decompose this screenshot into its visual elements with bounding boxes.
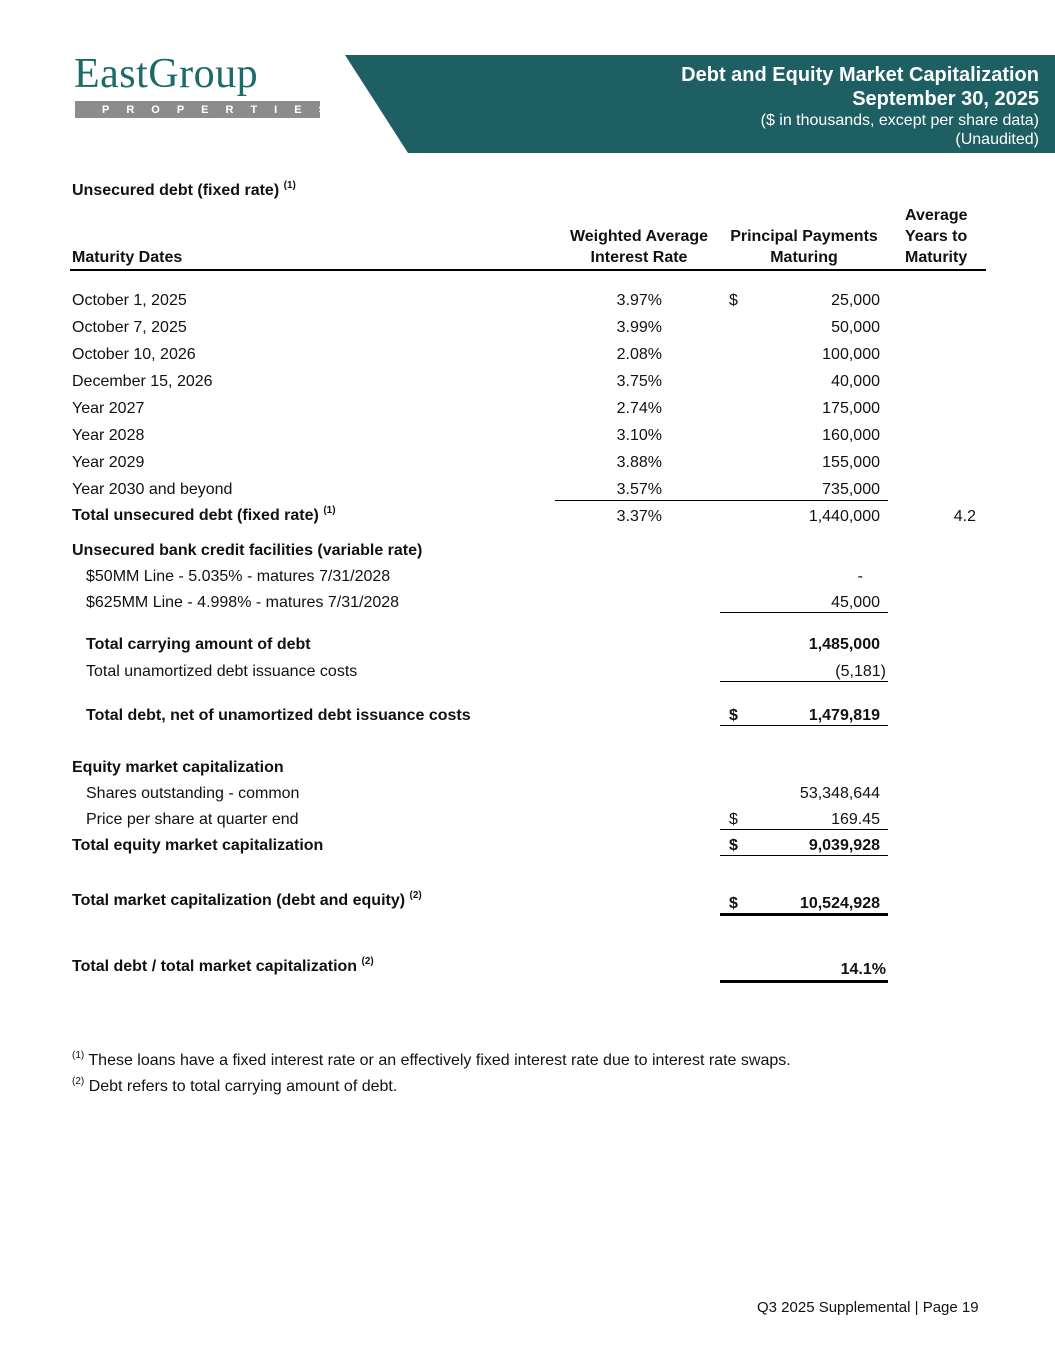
row-amount: 175,000 <box>822 400 880 417</box>
net-debt-rule <box>720 725 888 726</box>
row-date: Year 2030 and beyond <box>72 481 233 498</box>
row-date: October 10, 2026 <box>72 346 196 363</box>
footer-separator: | <box>914 1299 919 1316</box>
price-rule <box>720 829 888 830</box>
issuance-rule <box>720 681 888 682</box>
row-date: October 1, 2025 <box>72 292 187 309</box>
footnote-mark: (2) <box>72 1076 85 1087</box>
footnote-ref: (2) <box>409 890 422 901</box>
bank-line-amount: 45,000 <box>831 594 880 611</box>
report-title: Debt and Equity Market Capitalization <box>681 64 1039 86</box>
report-audit-status: (Unaudited) <box>955 131 1039 148</box>
total-equity-amount: 9,039,928 <box>808 837 880 854</box>
net-debt-label: Total debt, net of unamortized debt issuance costs <box>86 707 471 724</box>
total-carrying-amount: 1,485,000 <box>808 636 880 653</box>
row-date: Year 2028 <box>72 427 145 444</box>
col-header-years-l3: Maturity <box>905 249 968 266</box>
page-number: Page 19 <box>922 1299 979 1316</box>
equity-heading: Equity market capitalization <box>72 759 284 776</box>
net-debt-dollar: $ <box>729 707 738 724</box>
row-date: Year 2029 <box>72 454 145 471</box>
total-equity-label: Total equity market capitalization <box>72 837 324 854</box>
total-unsecured-text: Total unsecured debt (fixed rate) <box>72 507 319 524</box>
bank-line-label: $50MM Line - 5.035% - matures 7/31/2028 <box>86 568 391 585</box>
total-unsecured-label <box>72 506 336 526</box>
market-cap-double-rule <box>720 913 888 916</box>
price-dollar: $ <box>729 811 738 828</box>
footnote-text: These loans have a fixed interest rate or an effectively fixed interest rate due to interest rate swaps. <box>88 1052 791 1069</box>
debt-ratio-value: 14.1% <box>840 961 886 978</box>
header-title-block <box>399 63 1039 149</box>
footnote-mark: (1) <box>72 1050 85 1061</box>
equity-rule <box>720 855 888 856</box>
issuance-costs-label: Total unamortized debt issuance costs <box>86 663 358 680</box>
row-amount: 160,000 <box>822 427 880 444</box>
bank-line-amount: - <box>857 568 863 585</box>
row-date: October 7, 2025 <box>72 319 187 336</box>
row-amount: 40,000 <box>831 373 880 390</box>
logo-wordmark: EastGroup <box>74 51 259 97</box>
total-unsecured-amount: 1,440,000 <box>808 508 880 525</box>
row-rate: 2.08% <box>616 346 662 363</box>
price-amount: 169.45 <box>831 811 880 828</box>
price-label: Price per share at quarter end <box>86 811 299 828</box>
footnote-text: Debt refers to total carrying amount of debt. <box>88 1078 398 1095</box>
market-cap-dollar: $ <box>729 895 738 912</box>
shares-amount: 53,348,644 <box>799 785 880 802</box>
total-unsecured-rate: 3.37% <box>616 508 662 525</box>
bank-rule <box>720 612 888 613</box>
col-header-maturity: Maturity Dates <box>72 249 183 266</box>
col-header-rate-l1: Weighted Average <box>569 228 709 245</box>
row-date: Year 2027 <box>72 400 145 417</box>
col-header-years-l1: Average <box>905 207 968 224</box>
row-amount: 100,000 <box>822 346 880 363</box>
col-header-rate-l2: Interest Rate <box>590 249 688 266</box>
total-equity-dollar: $ <box>729 837 738 854</box>
report-units: ($ in thousands, except per share data) <box>760 112 1039 129</box>
footnote-ref: (2) <box>361 956 374 967</box>
row-rate: 2.74% <box>616 400 662 417</box>
unsecured-heading <box>72 181 296 201</box>
shares-label: Shares outstanding - common <box>86 785 300 802</box>
subtotal-rule <box>555 500 888 501</box>
row-rate: 3.10% <box>616 427 662 444</box>
market-cap-label <box>72 891 422 911</box>
col-header-years-l2: Years to <box>905 228 968 245</box>
issuance-costs-amount: (5,181) <box>835 663 886 680</box>
col-header-principal-l1: Principal Payments <box>730 228 878 245</box>
bank-heading: Unsecured bank credit facilities (variable rate) <box>72 542 423 559</box>
total-unsecured-years: 4.2 <box>953 508 976 525</box>
row-amount: 25,000 <box>831 292 880 309</box>
row-dollar: $ <box>729 292 738 309</box>
logo-subtitle-bar <box>75 101 343 118</box>
row-amount: 735,000 <box>822 481 880 498</box>
row-rate: 3.97% <box>616 292 662 309</box>
page-footer <box>757 1298 979 1318</box>
footnote-1 <box>72 1051 791 1071</box>
debt-ratio-text: Total debt / total market capitalization <box>72 958 358 975</box>
row-date: December 15, 2026 <box>72 373 213 390</box>
footer-label: Q3 2025 Supplemental <box>757 1299 911 1316</box>
row-rate: 3.57% <box>616 481 662 498</box>
footnote-2 <box>72 1077 397 1097</box>
logo-subtitle: PROPERTIES <box>102 103 343 116</box>
row-rate: 3.99% <box>616 319 662 336</box>
header-rule <box>70 269 986 271</box>
col-header-principal-l2: Maturing <box>770 249 838 266</box>
footnote-ref: (1) <box>283 180 296 191</box>
total-carrying-label: Total carrying amount of debt <box>86 636 311 653</box>
row-rate: 3.75% <box>616 373 662 390</box>
company-logo <box>74 52 258 96</box>
debt-ratio-label <box>72 957 374 977</box>
footnote-ref: (1) <box>323 505 336 516</box>
row-rate: 3.88% <box>616 454 662 471</box>
net-debt-amount: 1,479,819 <box>808 707 880 724</box>
row-amount: 155,000 <box>822 454 880 471</box>
market-cap-text: Total market capitalization (debt and equity) <box>72 892 406 909</box>
report-date: September 30, 2025 <box>852 88 1039 110</box>
market-cap-amount: 10,524,928 <box>799 895 880 912</box>
debt-ratio-double-rule <box>720 980 888 983</box>
bank-line-label: $625MM Line - 4.998% - matures 7/31/2028 <box>86 594 400 611</box>
unsecured-heading-text: Unsecured debt (fixed rate) <box>72 182 280 199</box>
row-amount: 50,000 <box>831 319 880 336</box>
